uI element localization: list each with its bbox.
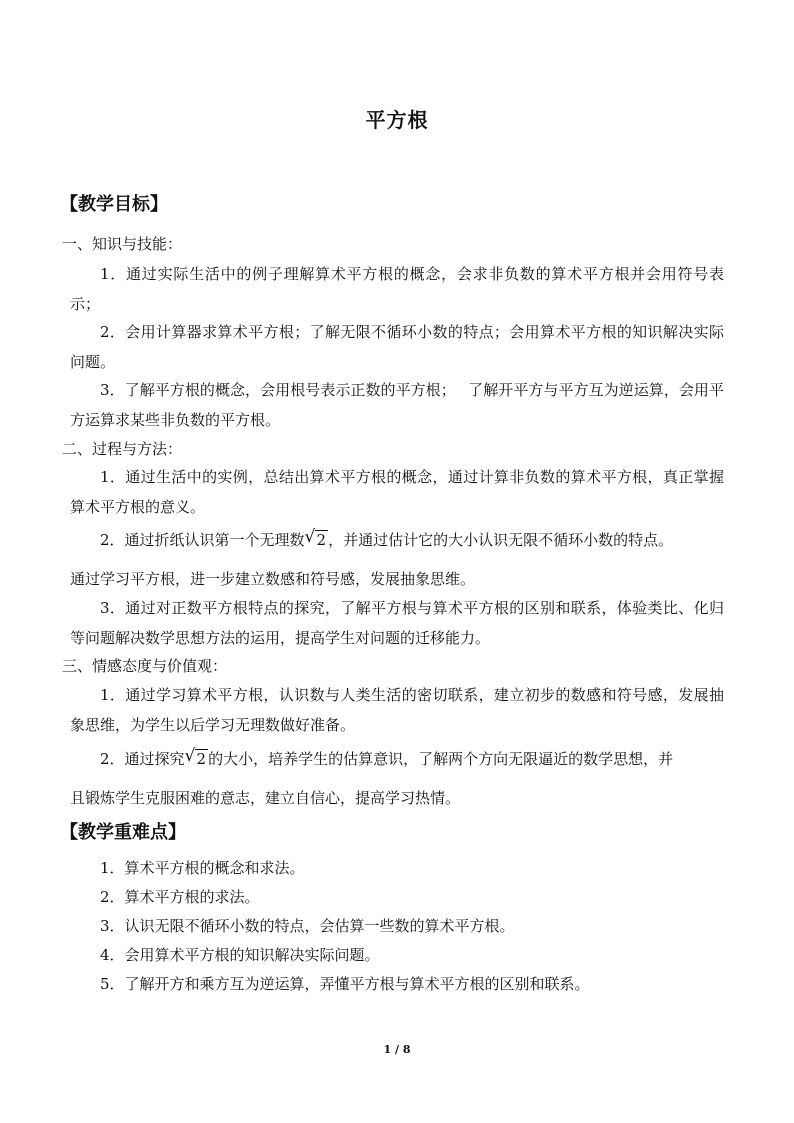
- part2-item-1: 1．通过生活中的实例，总结出算术平方根的概念，通过计算非负数的算术平方根，真正掌握算术平方根的意义。: [70, 468, 724, 516]
- part1-item-2: 2．会用计算器求算术平方根；了解无限不循环小数的特点；会用算术平方根的知识解决实际问题。: [70, 323, 724, 371]
- part2-item-2-continuation: 通过学习平方根，进一步建立数感和符号感，发展抽象思维。: [70, 570, 476, 588]
- part3-item-1: 1．通过学习算术平方根，认识数与人类生活的密切联系，建立初步的数感和符号感，发展抽象思维，为学生以后学习无理数做好准备。: [70, 686, 724, 734]
- part1-heading: 一、知识与技能：: [62, 235, 183, 253]
- part2-item-2: [100, 527, 674, 550]
- sqrt-symbol: [304, 527, 329, 550]
- part2-item-2-text-before: 2．通过折纸认识第一个无理数: [100, 531, 305, 549]
- sqrt-symbol: [184, 746, 209, 769]
- page-title: 平方根: [365, 108, 429, 132]
- section-heading-objectives: 【教学目标】: [60, 194, 168, 215]
- part1-item-1: 1．通过实际生活中的例子理解算术平方根的概念，会求非负数的算术平方根并会用符号表示；: [70, 265, 724, 313]
- radical-sign-icon: √: [304, 527, 316, 547]
- part2-item-2-text-after: ，并通过估计它的大小认识无限不循环小数的特点。: [328, 531, 674, 549]
- radicand: 2: [316, 531, 327, 549]
- part3-item-2-continuation: 且锻炼学生克服困难的意志，建立自信心，提高学习热情。: [70, 789, 461, 807]
- part3-heading: 三、情感态度与价值观：: [62, 657, 228, 675]
- keypoint-2: 2．算术平方根的求法。: [100, 888, 260, 906]
- keypoint-4: 4．会用算术平方根的知识解决实际问题。: [100, 946, 380, 964]
- keypoint-5: 5．了解开方和乘方互为逆运算，弄懂平方根与算术平方根的区别和联系。: [100, 975, 590, 993]
- radical-sign-icon: √: [184, 746, 196, 766]
- radicand: 2: [196, 750, 207, 768]
- keypoint-1: 1．算术平方根的概念和求法。: [100, 859, 305, 877]
- part2-item-3: 3．通过对正数平方根特点的探究，了解平方根与算术平方根的区别和联系，体验类比、化归等问题解决数学思想方法的运用，提高学生对问题的迁移能力。: [70, 599, 724, 647]
- part1-item-3: 3．了解平方根的概念，会用根号表示正数的平方根； 了解开平方与平方互为逆运算，会用平方运算求某些非负数的平方根。: [70, 381, 724, 429]
- page-number: 1 / 8: [383, 1043, 411, 1056]
- keypoint-3: 3．认识无限不循环小数的特点，会估算一些数的算术平方根。: [100, 917, 515, 935]
- part3-item-2: [100, 746, 674, 769]
- part3-item-2-text-after: 的大小，培养学生的估算意识，了解两个方向无限逼近的数学思想，并: [208, 750, 674, 768]
- part3-item-2-text-before: 2．通过探究: [100, 750, 185, 768]
- part2-heading: 二、过程与方法：: [62, 440, 183, 458]
- section-heading-keypoints: 【教学重难点】: [60, 822, 186, 843]
